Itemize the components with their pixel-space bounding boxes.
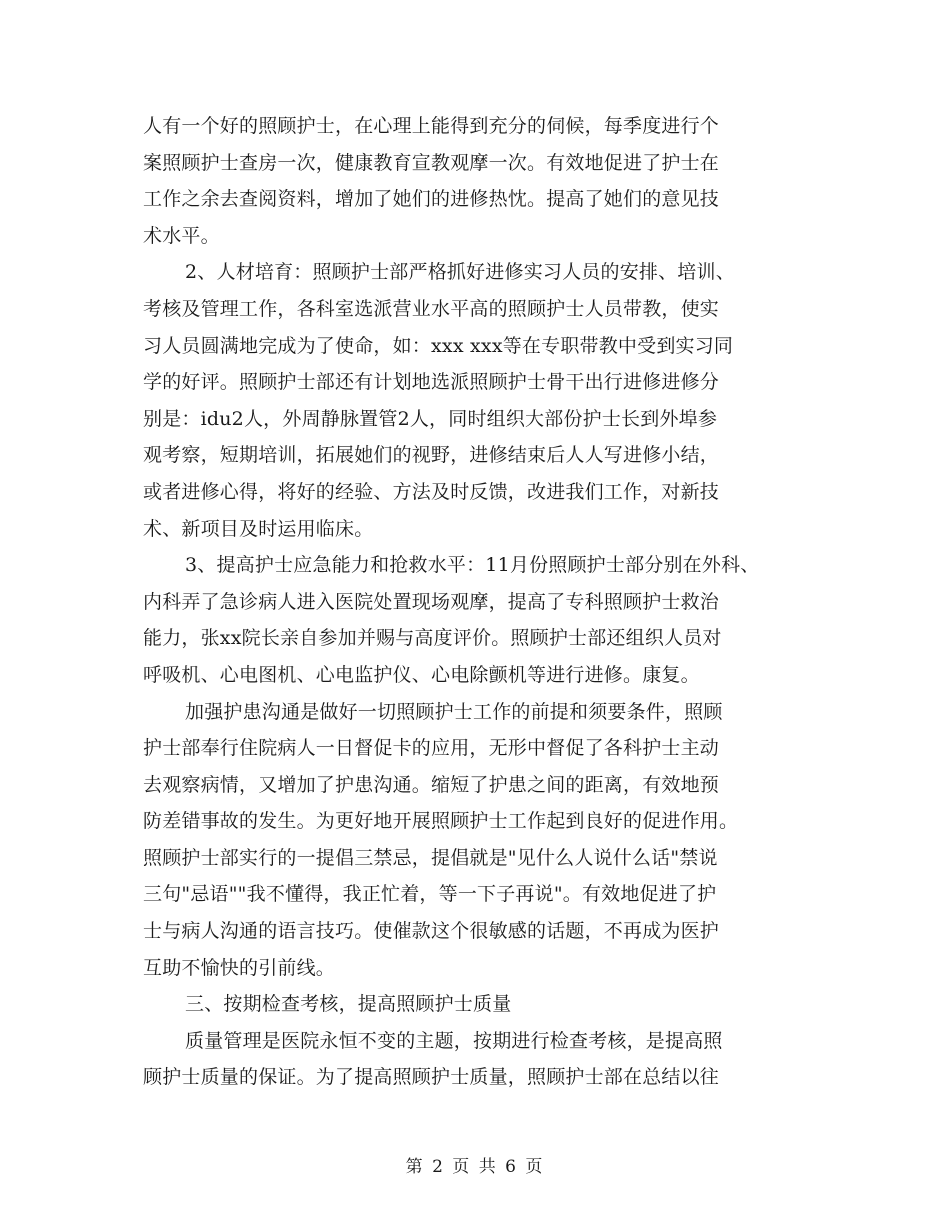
text-line: 人有一个好的照顾护士，在心理上能得到充分的伺候，每季度进行个 bbox=[143, 115, 720, 137]
paragraph-start-line: 质量管理是医院永恒不变的主题，按期进行检查考核，是提高照 bbox=[185, 1029, 723, 1052]
text-line: 案照顾护士查房一次，健康教育宣教观摩一次。有效地促进了护士在 bbox=[143, 151, 720, 174]
text-line: 三句"忌语""我不懂得，我正忙着，等一下子再说"。有效地促进了护 bbox=[143, 883, 717, 906]
document-body bbox=[143, 108, 813, 1096]
text-line: 能力，张xx院长亲自参加并赐与高度评价。照顾护士部还组织人员对 bbox=[143, 627, 722, 650]
text-line: 别是：idu2人，外周静脉置管2人，同时组织大部份护士长到外埠参 bbox=[143, 407, 718, 430]
text-line: 去观察病情，又增加了护患沟通。缩短了护患之间的距离，有效地预 bbox=[143, 773, 720, 796]
text-line: 术水平。 bbox=[143, 224, 220, 247]
paragraph-start-line: 2、人材培育：照顾护士部严格抓好进修实习人员的安排、培训、 bbox=[185, 261, 735, 284]
page-number-footer: 第 2 页 共 6 页 bbox=[405, 1157, 545, 1177]
text-line: 观考察，短期培训，拓展她们的视野，进修结束后人人写进修小结， bbox=[143, 444, 720, 467]
text-line: 术、新项目及时运用临床。 bbox=[143, 517, 374, 540]
text-line: 士与病人沟通的语言技巧。使催款这个很敏感的话题，不再成为医护 bbox=[143, 920, 720, 943]
text-line: 护士部奉行住院病人一日督促卡的应用，无形中督促了各科护士主动 bbox=[143, 737, 720, 760]
text-line: 考核及管理工作，各科室选派营业水平高的照顾护士人员带教，使实 bbox=[143, 297, 720, 320]
text-line: 顾护士质量的保证。为了提高照顾护士质量，照顾护士部在总结以往 bbox=[143, 1066, 720, 1089]
text-line: 工作之余去查阅资料，增加了她们的进修热忱。提高了她们的意见技 bbox=[143, 188, 720, 211]
text-line: 或者进修心得，将好的经验、方法及时反馈，改进我们工作，对新技 bbox=[143, 480, 720, 503]
text-line: 习人员圆满地完成为了使命，如：xxx xxx等在专职带教中受到实习同 bbox=[143, 334, 734, 357]
text-line: 防差错事故的发生。为更好地开展照顾护士工作起到良好的促进作用。 bbox=[143, 810, 739, 833]
text-line: 学的好评。照顾护士部还有计划地选派照顾护士骨干出行进修进修分 bbox=[143, 371, 720, 394]
text-line: 呼吸机、心电图机、心电监护仪、心电除颤机等进行进修。康复。 bbox=[143, 663, 700, 686]
paragraph-start-line: 3、提高护士应急能力和抢救水平：11月份照顾护士部分别在外科、 bbox=[185, 554, 760, 577]
section-heading: 三、按期检查考核，提高照顾护士质量 bbox=[185, 993, 512, 1016]
text-line: 照顾护士部实行的一提倡三禁忌，提倡就是"见什么人说什么话"禁说 bbox=[143, 846, 718, 869]
paragraph-start-line: 加强护患沟通是做好一切照顾护士工作的前提和须要条件，照顾 bbox=[185, 700, 723, 723]
text-line: 互助不愉快的引前线。 bbox=[143, 956, 336, 979]
text-line: 内科弄了急诊病人进入医院处置现场观摩，提高了专科照顾护士救治 bbox=[143, 590, 720, 613]
